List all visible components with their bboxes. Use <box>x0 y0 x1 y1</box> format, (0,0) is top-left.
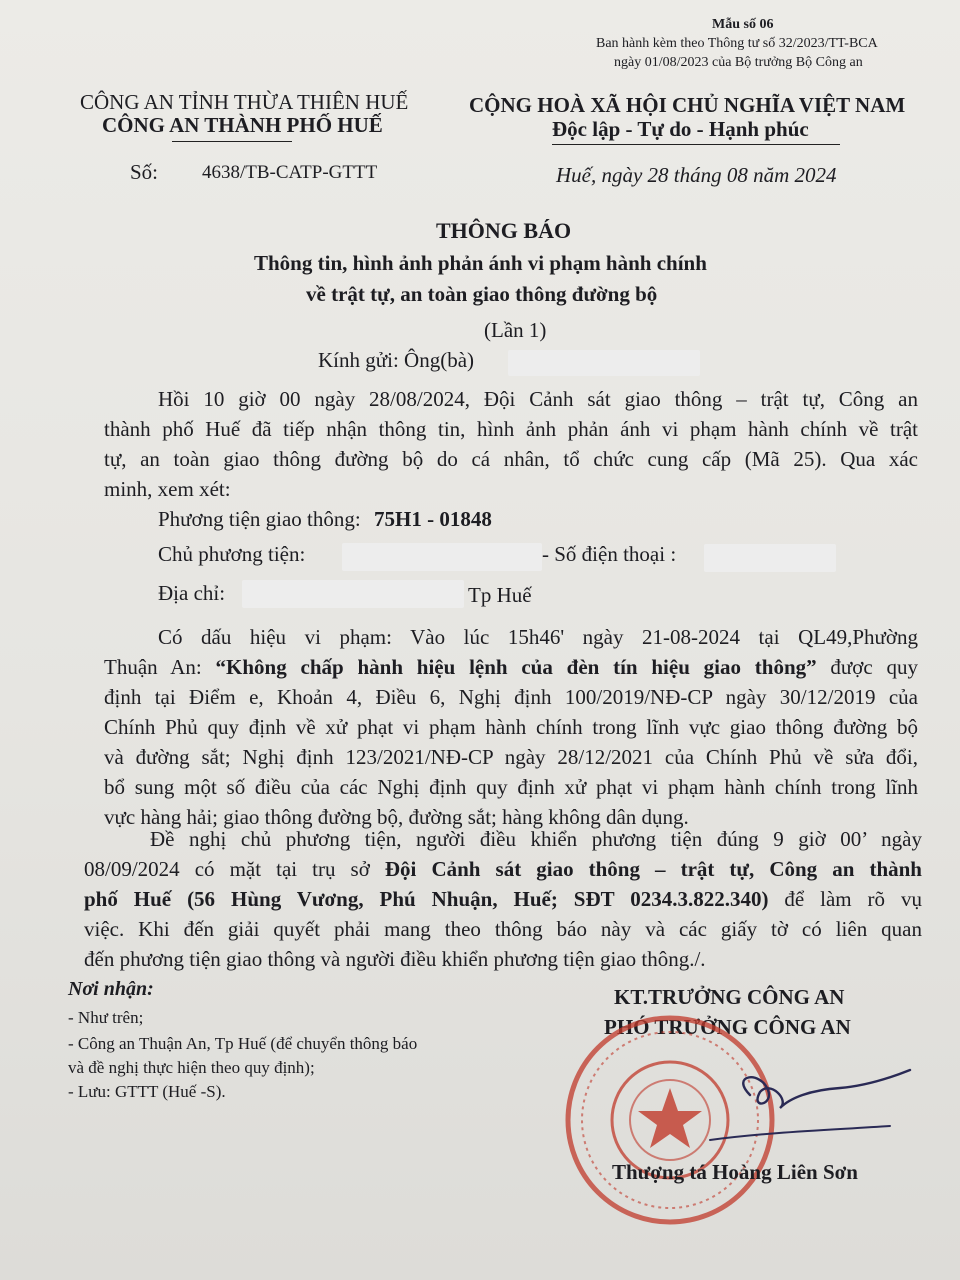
signer-role-1: KT.TRƯỞNG CÔNG AN <box>614 985 845 1009</box>
doc-title: THÔNG BÁO <box>436 218 572 243</box>
request-address: phố Huế (56 Hùng Vương, Phú Nhuận, Huế; SĐT 0234.3.822.340) <box>84 887 769 911</box>
redacted-recipient-name <box>508 350 700 376</box>
doc-number-label: Số: <box>130 160 159 184</box>
doc-number: 4638/TB-CATP-GTTT <box>202 162 378 183</box>
handwritten-signature-icon <box>690 1050 920 1160</box>
owner-label: Chủ phương tiện: <box>158 542 306 566</box>
form-issued-line2: ngày 01/08/2023 của Bộ trưởng Bộ Công an <box>614 55 863 70</box>
violation-name: “Không chấp hành hiệu lệnh của đèn tín hiệu giao thông” <box>215 655 817 679</box>
address-city: Tp Huế <box>468 583 532 607</box>
intro-paragraph <box>104 384 918 504</box>
request-office: Đội Cảnh sát giao thông – trật tự, Công an thành <box>384 857 922 881</box>
request-line-2 <box>84 854 922 884</box>
intro-line-1: Hồi 10 giờ 00 ngày 28/08/2024, Đội Cảnh sát giao thông – trật tự, Công an <box>158 387 918 411</box>
violation-line-3: định tại Điểm e, Khoản 4, Điều 6, Nghị định 100/2019/NĐ-CP ngày 30/12/2019 của <box>104 685 918 709</box>
violation-line-6: bổ sung một số điều của các Nghị định quy định xử phạt vi phạm hành chính trong lĩnh <box>104 775 918 799</box>
violation-location: Thuận An: <box>104 655 216 679</box>
intro-line-3: tự, an toàn giao thông đường bộ do cá nhân, tổ chức cung cấp (Mã 25). Qua xác <box>104 447 918 471</box>
recipients-item-2: - Công an Thuận An, Tp Huế (để chuyển thông báo <box>68 1034 418 1053</box>
intro-line-4: minh, xem xét: <box>104 477 231 501</box>
recipients-item-1: - Như trên; <box>68 1008 144 1027</box>
request-date: 08/09/2024 có mặt tại trụ sở <box>84 857 385 881</box>
recipients-item-4: - Lưu: GTTT (Huế -S). <box>68 1082 226 1101</box>
request-paragraph <box>84 824 922 974</box>
doc-subtitle-1: Thông tin, hình ảnh phản ánh vi phạm hành chính <box>254 251 707 275</box>
request-purpose: để làm rõ vụ <box>768 887 922 911</box>
violation-paragraph <box>104 622 918 832</box>
doc-subtitle-2: về trật tự, an toàn giao thông đường bộ <box>306 282 658 306</box>
country-name: CỘNG HOÀ XÃ HỘI CHỦ NGHĨA VIỆT NAM <box>469 93 906 117</box>
form-issued-line1: Ban hành kèm theo Thông tư số 32/2023/TT-BCA <box>596 36 878 51</box>
violation-line-7: vực hàng hải; giao thông đường bộ, đường sắt; hàng không dân dụng. <box>104 805 689 829</box>
agency-name: CÔNG AN THÀNH PHỐ HUẾ <box>102 113 383 137</box>
intro-line-2: thành phố Huế đã tiếp nhận thông tin, hình ảnh phản ánh vi phạm hành chính về trật <box>104 417 918 441</box>
motto-underline <box>552 144 840 145</box>
violation-line-2-end: được quy <box>816 655 918 679</box>
violation-line-2 <box>104 652 918 682</box>
request-line-5: đến phương tiện giao thông và người điều khiển phương tiện giao thông./. <box>84 947 706 971</box>
violation-line-1: Có dấu hiệu vi phạm: Vào lúc 15h46' ngày 21-08-2024 tại QL49,Phường <box>158 625 918 649</box>
agency-underline <box>172 141 292 142</box>
form-number: Mẫu số 06 <box>712 17 774 32</box>
address-label: Địa chỉ: <box>158 581 226 605</box>
agency-parent: CÔNG AN TỈNH THỪA THIÊN HUẾ <box>80 90 409 114</box>
request-line-1: Đề nghị chủ phương tiện, người điều khiển phương tiện đúng 9 giờ 00’ ngày <box>150 827 922 851</box>
redacted-address <box>242 580 464 608</box>
vehicle-label: Phương tiện giao thông: <box>158 507 361 531</box>
phone-label: - Số điện thoại : <box>542 542 677 566</box>
redacted-owner-name <box>342 543 542 571</box>
violation-line-4: Chính Phủ quy định về xử phạt vi phạm hành chính trong lĩnh vực giao thông đường bộ <box>104 715 918 739</box>
vehicle-plate: 75H1 - 01848 <box>374 507 492 531</box>
redacted-phone <box>704 544 836 572</box>
signer-role-2: PHÓ TRƯỞNG CÔNG AN <box>604 1015 851 1039</box>
doc-round: (Lần 1) <box>484 318 547 342</box>
signer-name: Thượng tá Hoàng Liên Sơn <box>612 1160 858 1184</box>
recipients-item-3: và đề nghị thực hiện theo quy định); <box>68 1058 315 1077</box>
place-date: Huế, ngày 28 tháng 08 năm 2024 <box>556 163 837 187</box>
recipients-title: Nơi nhận: <box>68 978 154 1000</box>
request-line-3 <box>84 884 922 914</box>
violation-line-5: và đường sắt; Nghị định 123/2021/NĐ-CP ngày 28/12/2021 của Chính Phủ về sửa đổi, <box>104 745 918 769</box>
recipient-label: Kính gửi: Ông(bà) <box>318 348 475 372</box>
request-line-4: việc. Khi đến giải quyết phải mang theo thông báo này và các giấy tờ có liên quan <box>84 917 922 941</box>
country-motto: Độc lập - Tự do - Hạnh phúc <box>552 117 809 141</box>
